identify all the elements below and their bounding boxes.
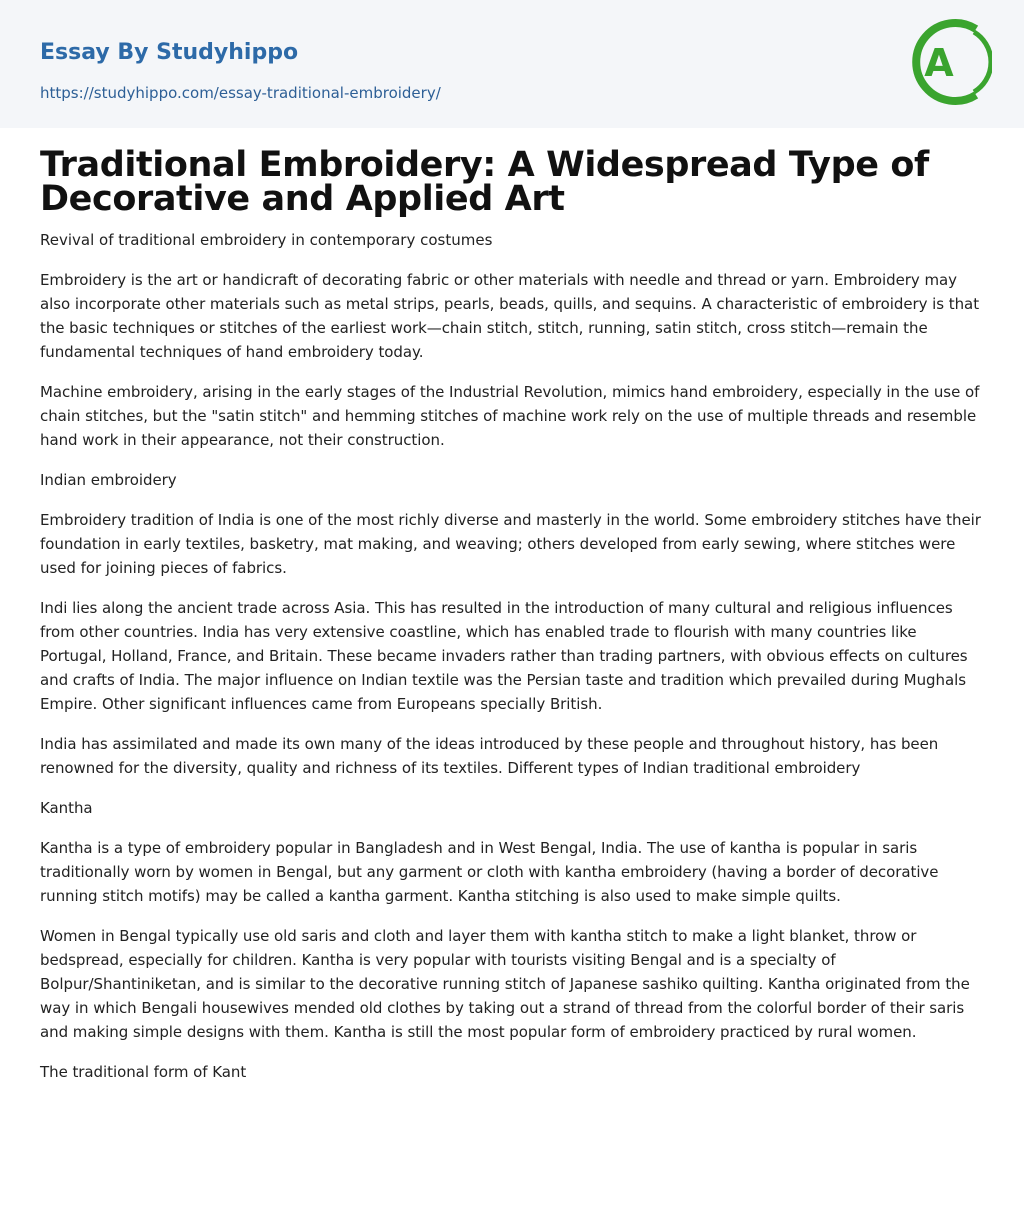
site-header [0, 0, 1024, 128]
paragraph: Embroidery is the art or handicraft of decorating fabric or other materials with needle and thread or yarn. Embroidery may also incorporate other materials such as metal strips, pearls, beads, quills, and sequins. A characteristic of embroidery is that the basic techniques or stitches of the earliest work—chain stitch, stitch, running, satin stitch, cross stitch—remain the fundamental techniques of hand embroidery today. [40, 271, 980, 361]
article-subtitle: Revival of traditional embroidery in contemporary costumes [40, 231, 493, 249]
logo-letter: A [924, 41, 954, 85]
article-content [0, 145, 1024, 1084]
paragraph: Kantha is a type of embroidery popular in Bangladesh and in West Bengal, India. The use of kantha is popular in saris traditionally worn by women in Bengal, but any garment or cloth with kantha embroidery (having a border of decorative running stitch motifs) may be called a kantha garment. Kantha stitching is also used to make simple quilts. [40, 839, 939, 905]
paragraph: Embroidery tradition of India is one of the most richly diverse and masterly in the world. Some embroidery stitches have their foundation in early textiles, basketry, mat making, and weaving; others developed from early sewing, where stitches were used for joining pieces of fabrics. [40, 511, 981, 577]
paragraph-truncated: The traditional form of Kant [40, 1063, 247, 1081]
paragraph: Indi lies along the ancient trade across Asia. This has resulted in the introduction of many cultural and religious influences from other countries. India has very extensive coastline, which has enabled trade to flourish with many countries like Portugal, Holland, France, and Britain. These became invaders rather than trading partners, with obvious effects on cultures and crafts of India. The major influence on Indian textile was the Persian taste and tradition which prevailed during Mughals Empire. Other significant influences came from Europeans specially British. [40, 599, 968, 713]
section-heading-kantha: Kantha [40, 799, 93, 817]
studyhippo-logo-icon[interactable] [904, 16, 992, 108]
paragraph: Machine embroidery, arising in the early stages of the Industrial Revolution, mimics hand embroidery, especially in the use of chain stitches, but the "satin stitch" and hemming stitches of machine work rely on the use of multiple threads and resemble hand work in their appearance, not their construction. [40, 383, 980, 449]
page-url-link[interactable]: https://studyhippo.com/essay-traditional-embroidery/ [40, 84, 441, 102]
site-title-link[interactable]: Essay By Studyhippo [40, 40, 299, 65]
article-title: Traditional Embroidery: A Widespread Type of Decorative and Applied Art [40, 145, 929, 219]
paragraph: Women in Bengal typically use old saris and cloth and layer them with kantha stitch to make a light blanket, throw or bedspread, especially for children. Kantha is very popular with tourists visiting Bengal and is a specialty of Bolpur/Shantiniketan, and is similar to the decorative running stitch of Japanese sashiko quilting. Kantha originated from the way in which Bengali housewives mended old clothes by taking out a strand of thread from the colorful border of their saris and making simple designs with them. Kantha is still the most popular form of embroidery practiced by rural women. [40, 927, 970, 1041]
paragraph: India has assimilated and made its own many of the ideas introduced by these people and throughout history, has been renowned for the diversity, quality and richness of its textiles. Different types of Indian traditional embroidery [40, 735, 939, 777]
section-heading-indian-embroidery: Indian embroidery [40, 471, 177, 489]
